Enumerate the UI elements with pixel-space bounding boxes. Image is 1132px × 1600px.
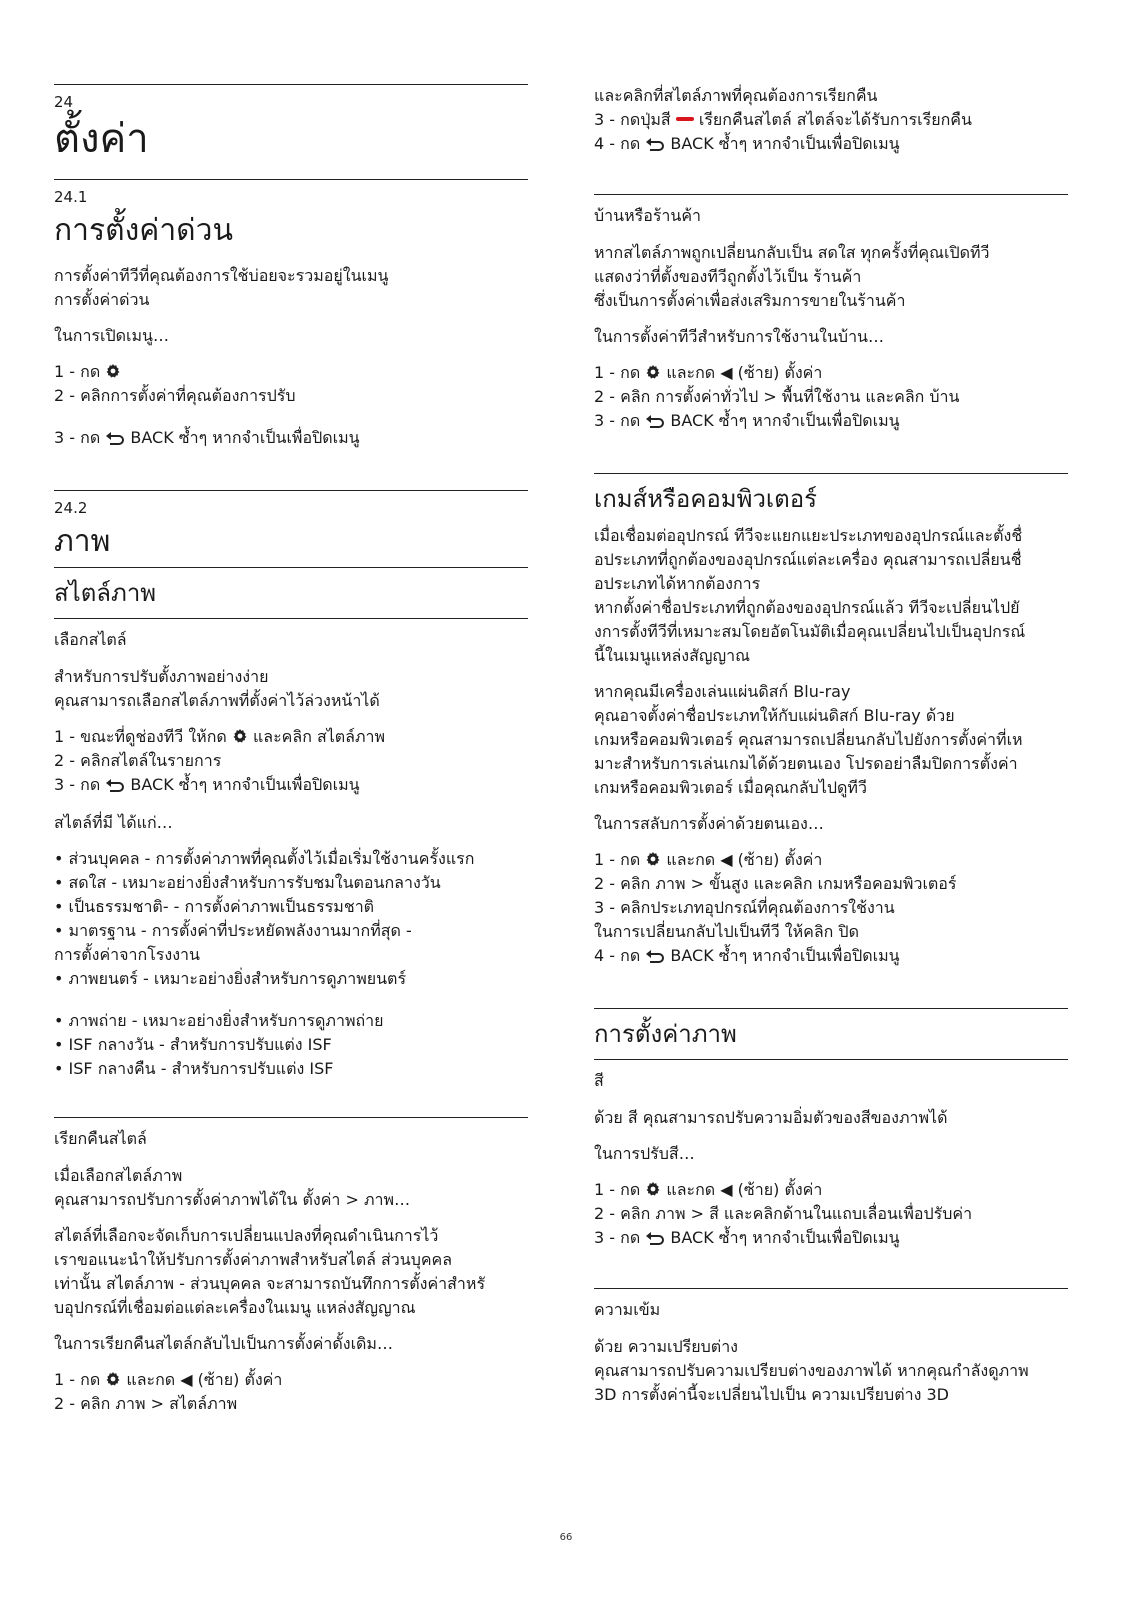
step-text: เรียกคืนสไตล์ สไตล์จะได้รับการเรียกคืน [698,110,972,129]
subsection-title: การตั้งค่าภาพ [594,1020,737,1048]
heading-rule [594,1288,1068,1289]
gear-icon [232,728,248,744]
section-number: 24.2 [54,499,88,517]
gear-icon [645,364,661,380]
paragraph [594,1335,1068,1407]
heading: เรียกคืนสไตล์ [54,1129,147,1148]
step [54,773,528,797]
step [594,108,1068,132]
text-line: เกมหรือคอมพิวเตอร์ คุณสามารถเปลี่ยนกลับไปยังการตั้งค่าที่เห [594,730,1023,749]
list-item: • สดใส - เหมาะอย่างยิ่งสำหรับการรับชมในตอนกลางวัน [54,873,441,892]
list-item: • ภาพยนตร์ - เหมาะอย่างยิ่งสำหรับการดูภาพยนตร์ [54,969,407,988]
section-rule [54,490,528,491]
step: 2 - คลิก ภาพ > สไตล์ภาพ [54,1394,238,1413]
step-text: 3 - กด [54,775,101,794]
text-line: อประเภทที่ถูกต้องของอุปกรณ์แต่ละเครื่อง คุณสามารถเปลี่ยนชื่ [594,550,1022,569]
paragraph [54,1164,528,1212]
text-line: หากสไตล์ภาพถูกเปลี่ยนกลับเป็น สดใส ทุกครั้งที่คุณเปิดทีวี [594,243,990,262]
section-rule [54,179,528,180]
text-line: เราขอแนะนำให้ปรับการตั้งค่าภาพสำหรับสไตล์ ส่วนบุคคล [54,1250,453,1269]
text-line: คุณสามารถปรับความเปรียบต่างของภาพได้ หากคุณกำลังดูภาพ [594,1361,1029,1380]
chapter-title: ตั้งค่า [54,116,149,162]
heading: เลือกสไตล์ [54,630,127,649]
step [54,725,528,749]
paragraph [594,680,1068,800]
back-icon [645,414,665,428]
text-line: เมื่อเชื่อมต่ออุปกรณ์ ทีวีจะแยกแยะประเภทของอุปกรณ์และตั้งชื่ [594,526,1023,545]
subsection-rule [594,473,1068,474]
chapter-rule [54,84,528,85]
bullet-list [54,847,528,1081]
list-item: • ส่วนบุคคล - การตั้งค่าภาพที่คุณตั้งไว้เมื่อเริ่มใช้งานครั้งแรก [54,849,475,868]
text-line: เกมหรือคอมพิวเตอร์ เมื่อคุณกลับไปดูทีวี [594,778,867,797]
heading: ความเข้ม [594,1300,661,1319]
step [594,944,1068,968]
step-text: BACK ซ้ำๆ หากจำเป็นเพื่อปิดเมนู [130,775,360,794]
paragraph: สไตล์ที่มี ได้แก่… [54,813,173,832]
step-text: 4 - กด [594,946,641,965]
section-number: 24.1 [54,188,88,206]
list-item: การตั้งค่าจากโรงงาน [54,945,200,964]
text-line: คุณอาจตั้งค่าชื่อประเภทให้กับแผ่นดิสก์ Blu-ray ด้วย [594,706,955,725]
step-text: 3 - กด [594,411,641,430]
step: 2 - คลิกสไตล์ในรายการ [54,751,222,770]
text-line: เท่านั้น สไตล์ภาพ - ส่วนบุคคล จะสามารถบันทึกการตั้งค่าสำหรั [54,1274,486,1293]
heading-rule [594,1059,1068,1060]
step: 2 - คลิกการตั้งค่าที่คุณต้องการปรับ [54,386,296,405]
step [54,1368,528,1392]
step [54,360,528,384]
heading-rule [54,1117,528,1118]
step-text: 4 - กด [594,134,641,153]
heading: สี [594,1071,604,1090]
step-text: และกด ◀ (ซ้าย) ตั้งค่า [666,1180,823,1199]
step [54,426,528,450]
gear-icon [105,363,121,379]
paragraph: ด้วย สี คุณสามารถปรับความอิ่มตัวของสีของภาพได้ [594,1108,948,1127]
paragraph [54,1224,528,1320]
right-column [594,84,1068,1419]
step: 2 - คลิก ภาพ > ขั้นสูง และคลิก เกมหรือคอมพิวเตอร์ [594,874,957,893]
steps [54,725,528,797]
step [594,848,1068,872]
subsection-title: เกมส์หรือคอมพิวเตอร์ [594,485,818,513]
step-text: 3 - กด [594,1228,641,1247]
text-line: สไตล์ที่เลือกจะจัดเก็บการเปลี่ยนแปลงที่คุณดำเนินการไว้ [54,1226,439,1245]
text-line: ซึ่งเป็นการตั้งค่าเพื่อส่งเสริมการขายในร้านค้า [594,291,906,310]
back-icon [105,431,125,445]
paragraph: ในการปรับสี… [594,1144,695,1163]
list-item: • มาตรฐาน - การตั้งค่าที่ประหยัดพลังงานมากที่สุด - [54,921,412,940]
back-icon [645,1231,665,1245]
step-text: 1 - กด [594,1180,641,1199]
step-text: BACK ซ้ำๆ หากจำเป็นเพื่อปิดเมนู [670,411,900,430]
step-text: BACK ซ้ำๆ หากจำเป็นเพื่อปิดเมนู [670,946,900,965]
paragraph [54,665,528,713]
step-text: 1 - กด [54,1370,101,1389]
text-line: เมื่อเลือกสไตล์ภาพ [54,1166,183,1185]
list-item: • ISF กลางคืน - สำหรับการปรับแต่ง ISF [54,1059,334,1078]
step [594,361,1068,385]
text-line: หากคุณมีเครื่องเล่นแผ่นดิสก์ Blu-ray [594,682,851,701]
paragraph: ในการเรียกคืนสไตล์กลับไปเป็นการตั้งค่าดั้งเดิม… [54,1334,393,1353]
steps [594,361,1068,433]
step-text: 3 - กดปุ่มสี [594,110,671,129]
back-icon [645,137,665,151]
paragraph [54,264,528,312]
steps [54,360,528,450]
text-line: งการตั้งทีวีที่เหมาะสมโดยอัตโนมัติเมื่อคุณเปลี่ยนไปเป็นอุปกรณ์ [594,622,1026,641]
text-line: นี้ในเมนูแหล่งสัญญาณ [594,646,750,665]
left-column [54,84,528,1430]
paragraph: ในการตั้งค่าทีวีสำหรับการใช้งานในบ้าน… [594,327,884,346]
step: และคลิกที่สไตล์ภาพที่คุณต้องการเรียกคืน [594,86,878,105]
paragraph [594,241,1068,313]
page-number: 66 [559,1532,573,1543]
gear-icon [645,1181,661,1197]
section-title: ภาพ [54,524,111,559]
step-text: และกด ◀ (ซ้าย) ตั้งค่า [126,1370,283,1389]
list-item: • ภาพถ่าย - เหมาะอย่างยิ่งสำหรับการดูภาพถ่าย [54,1011,384,1030]
step-text: และกด ◀ (ซ้าย) ตั้งค่า [666,363,823,382]
gear-icon [105,1371,121,1387]
paragraph: ในการสลับการตั้งค่าด้วยตนเอง… [594,814,824,833]
heading-rule [54,618,528,619]
step-text: 1 - กด [594,363,641,382]
step: 2 - คลิก ภาพ > สี และคลิกด้านในแถบเลื่อนเพื่อปรับค่า [594,1204,973,1223]
step: 2 - คลิก การตั้งค่าทั่วไป > พื้นที่ใช้งาน และคลิก บ้าน [594,387,960,406]
step [594,132,1068,156]
step: ในการเปลี่ยนกลับไปเป็นทีวี ให้คลิก ปิด [594,922,859,941]
step-text: BACK ซ้ำๆ หากจำเป็นเพื่อปิดเมนู [670,134,900,153]
text-line: ด้วย ความเปรียบต่าง [594,1337,738,1356]
gear-icon [645,851,661,867]
text-line: 3D การตั้งค่านี้จะเปลี่ยนไปเป็น ความเปรียบต่าง 3D [594,1385,949,1404]
steps [54,1368,528,1416]
step-text: 1 - กด [594,850,641,869]
text-line: การตั้งค่าทีวีที่คุณต้องการใช้บ่อยจะรวมอยู่ในเมนู [54,266,389,285]
heading: บ้านหรือร้านค้า [594,206,702,225]
step-text: และกด ◀ (ซ้าย) ตั้งค่า [666,850,823,869]
text-line: สำหรับการปรับตั้งภาพอย่างง่าย [54,667,269,686]
subsection-title: สไตล์ภาพ [54,579,157,607]
text-line: แสดงว่าที่ตั้งของทีวีถูกตั้งไว้เป็น ร้านค้า [594,267,862,286]
step [594,1178,1068,1202]
text-line: การตั้งค่าด่วน [54,290,150,309]
step-text: 3 - กด [54,428,101,447]
red-key-icon [676,117,694,121]
heading-rule [594,194,1068,195]
text-line: มาะสำหรับการเล่นเกมได้ด้วยตนเอง โปรดอย่าลืมปิดการตั้งค่า [594,754,1018,773]
steps [594,848,1068,968]
step-text: 1 - ขณะที่ดูช่องทีวี ให้กด [54,727,227,746]
back-icon [105,778,125,792]
text-line: คุณสามารถเลือกสไตล์ภาพที่ตั้งค่าไว้ล่วงหน้าได้ [54,691,380,710]
text-line: อประเภทได้หากต้องการ [594,574,761,593]
section-title: การตั้งค่าด่วน [54,213,234,248]
subsection-rule [594,1008,1068,1009]
steps [594,84,1068,156]
step-text: 1 - กด [54,362,101,381]
subsection-rule [54,567,528,568]
step [594,409,1068,433]
list-item: • ISF กลางวัน - สำหรับการปรับแต่ง ISF [54,1035,332,1054]
step: 3 - คลิกประเภทอุปกรณ์ที่คุณต้องการใช้งาน [594,898,895,917]
paragraph: ในการเปิดเมนู… [54,326,169,345]
text-line: หากตั้งค่าชื่อประเภทที่ถูกต้องของอุปกรณ์แล้ว ทีวีจะเปลี่ยนไปยั [594,598,1020,617]
list-item: • เป็นธรรมชาติ- - การตั้งค่าภาพเป็นธรรมชาติ [54,897,375,916]
step [594,1226,1068,1250]
step-text: BACK ซ้ำๆ หากจำเป็นเพื่อปิดเมนู [670,1228,900,1247]
steps [594,1178,1068,1250]
step-text: และคลิก สไตล์ภาพ [252,727,386,746]
back-icon [645,949,665,963]
step-text: BACK ซ้ำๆ หากจำเป็นเพื่อปิดเมนู [130,428,360,447]
text-line: บอุปกรณ์ที่เชื่อมต่อแต่ละเครื่องในเมนู แหล่งสัญญาณ [54,1298,416,1317]
paragraph [594,524,1068,668]
chapter-number: 24 [54,93,74,111]
text-line: คุณสามารถปรับการตั้งค่าภาพได้ใน ตั้งค่า > ภาพ… [54,1190,411,1209]
